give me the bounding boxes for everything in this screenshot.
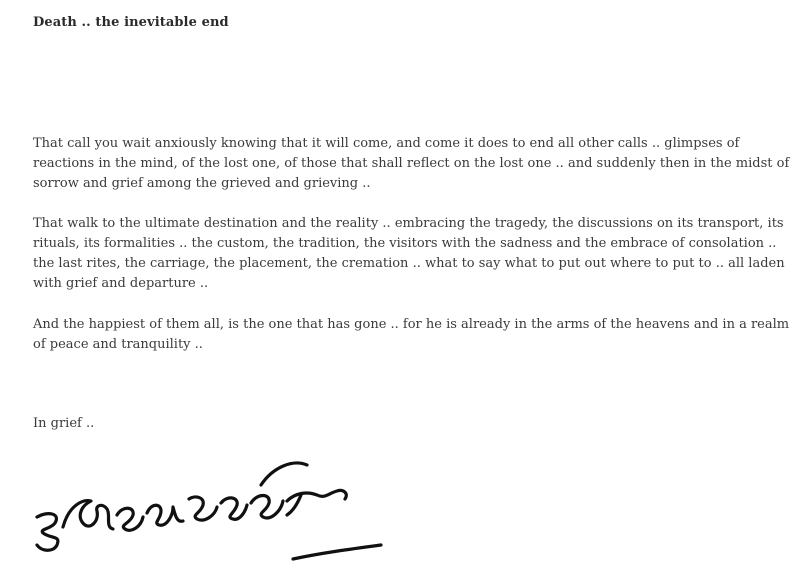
signature-stroke bbox=[221, 498, 247, 519]
handwritten-signature bbox=[25, 455, 395, 562]
signature-stroke bbox=[117, 508, 143, 530]
paragraph-1: That call you wait anxiously knowing that it will come, and come it does to end all other calls .. glimpses of reactions in the mind, of the lost one, of those that shall reflect on the lost one .. and suddenly then in the midst of sorrow and grief among the grieved and grieving .. bbox=[33, 136, 790, 191]
signature-stroke bbox=[287, 490, 346, 501]
closing-line: In grief .. bbox=[33, 416, 95, 431]
signature-stroke bbox=[293, 545, 381, 559]
signature-stroke bbox=[37, 514, 58, 551]
signature-stroke bbox=[261, 463, 307, 485]
signature-stroke bbox=[147, 505, 183, 525]
paragraph-3: And the happiest of them all, is the one that has gone .. for he is already in the arms of the heavens and in a realm of peace and tranquility .. bbox=[33, 317, 790, 352]
signature-stroke bbox=[189, 497, 217, 520]
signature-stroke bbox=[63, 501, 113, 529]
signature-stroke bbox=[251, 496, 283, 518]
letter-title: Death .. the inevitable end bbox=[33, 15, 229, 30]
paragraph-2: That walk to the ultimate destination and the reality .. embracing the tragedy, the discussions on its transport, its rituals, its formalities .. the custom, the tradition, the visitors with the sadness and the embrace of consolation .. the last rites, the carriage, the placement, the cremation .. what to say what to put out where to put to .. all laden with grief and departure .. bbox=[33, 216, 785, 291]
